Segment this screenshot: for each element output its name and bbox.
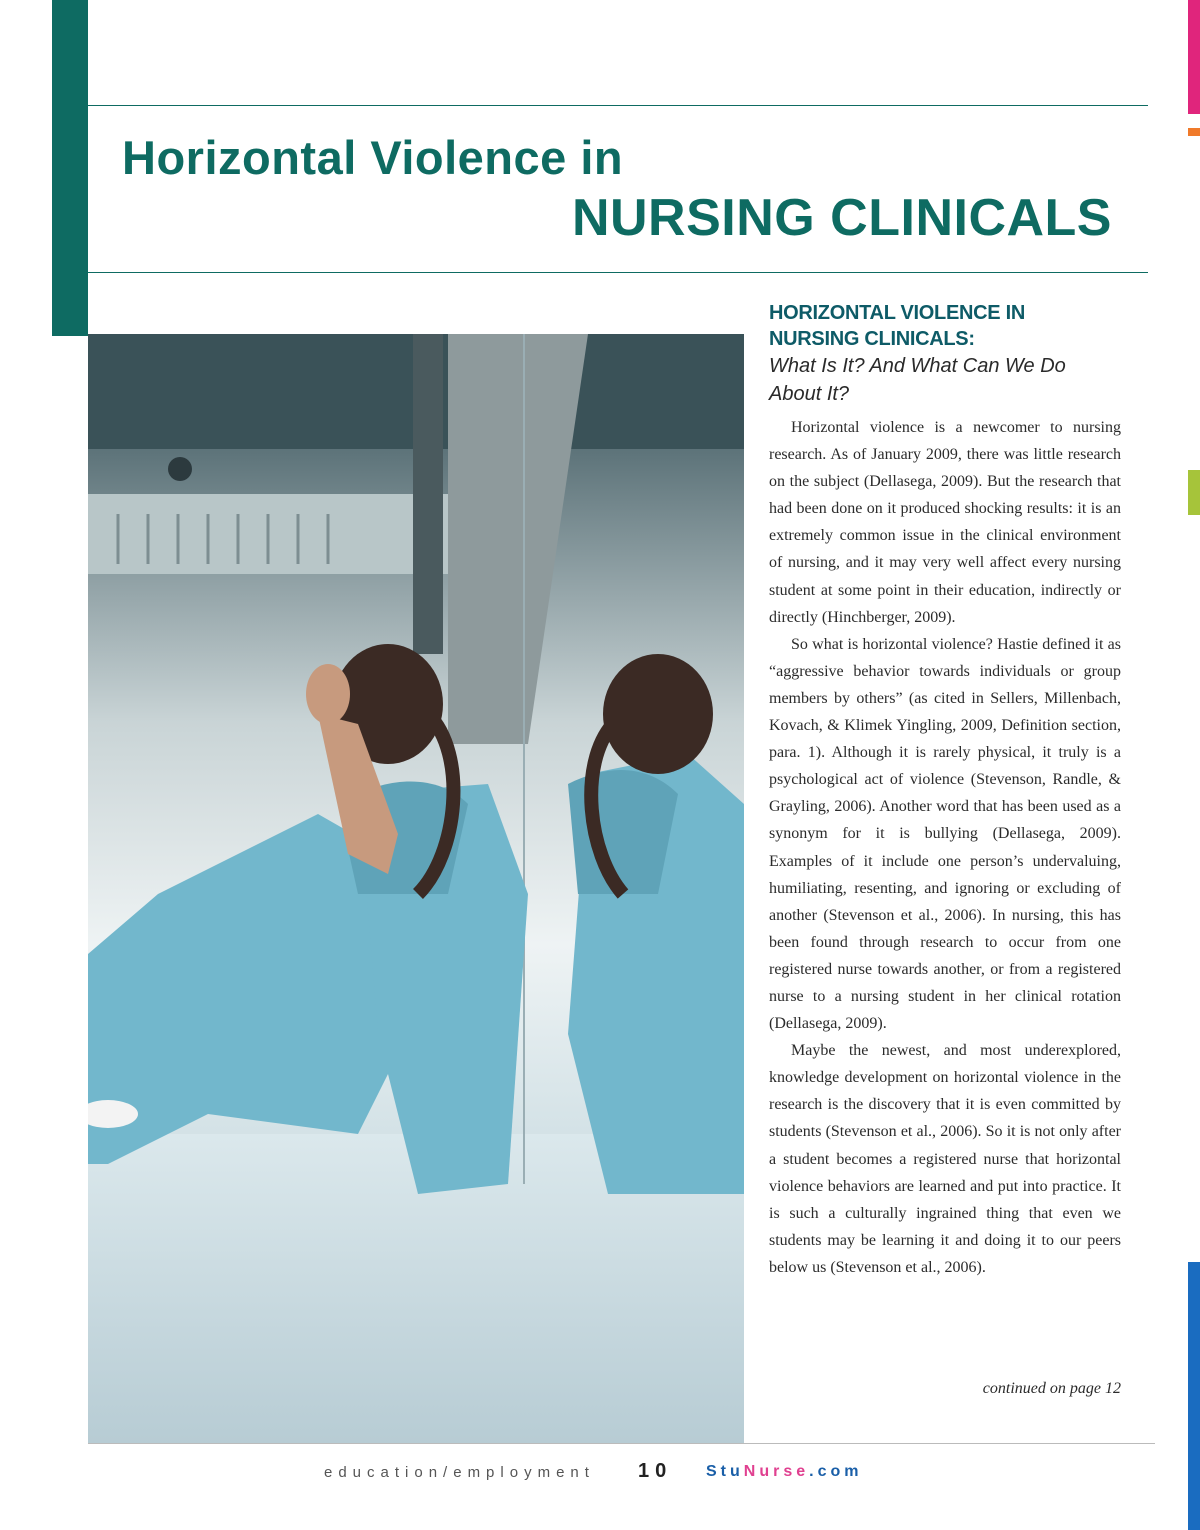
brand-com: .com [809,1463,863,1480]
accent-bar [52,0,88,336]
paragraph: Horizontal violence is a newcomer to nursing research. As of January 2009, there was little research on the subject (Dellasega, 2009). But the research that had been done on it produced shocking results: it is an extremely common issue in the clinical environment of nursing, and it may very well affect every nursing student at some point in their education, indirectly or directly (Hinchberger, 2009). [769,419,1121,626]
footer-section: education/employment [324,1464,595,1481]
article-column [769,300,1121,1281]
page-number: 10 [638,1460,673,1482]
pink-tab [1188,0,1200,114]
article-heading-line-1: HORIZONTAL VIOLENCE IN [769,302,1025,324]
top-rule [88,105,1148,106]
nurse-photo [88,334,744,1444]
footer [0,1460,1200,1490]
title-line-2: NURSING CLINICALS [571,189,1112,247]
paragraph: Maybe the newest, and most underexplored, knowledge development on horizontal violence in the research is the discovery that it is even committed by students (Stevenson et al., 2006). So it is not only after a student becomes a registered nurse that horizontal violence behaviors are learned and put into practice. It is such a culturally ingrained thing that even we students may be learning it and doing it to our peers below us (Stevenson et al., 2006). [769,1042,1121,1276]
orange-tab [1188,128,1200,136]
green-tab [1188,470,1200,515]
article-heading-line-2: NURSING CLINICALS: [769,328,975,350]
continued-note: continued on page 12 [982,1380,1121,1397]
paragraph: So what is horizontal violence? Hastie defined it as “aggressive behavior towards individuals or group members by others” (as cited in Sellers, Millenbach, Kovach, & Klimek Yingling, 2009, Definition section, para. 1). Although it is rarely physical, it truly is a psychological act of violence (Stevenson, Randle, & Grayling, 2006). Another word that has been used as a synonym for it is bullying (Dellasega, 2009). Examples of it include one person’s undervaluing, humiliating, resenting, and ignoring or excluding of another (Stevenson et al., 2006). In nursing, this has been found through research to occur from one registered nurse towards another, or from a registered nurse to a nursing student in her clinical rotation (Dellasega, 2009). [769,635,1121,1033]
article-body [769,414,1121,1281]
brand-nurse: Nurse [743,1463,810,1480]
brand-link[interactable] [706,1463,862,1481]
footer-rule [88,1443,1155,1444]
title-rule [88,272,1148,273]
brand-stu: Stu [706,1463,744,1480]
title-line-1: Horizontal Violence in [122,131,624,184]
article-subheading: What Is It? And What Can We Do About It? [769,355,1066,405]
